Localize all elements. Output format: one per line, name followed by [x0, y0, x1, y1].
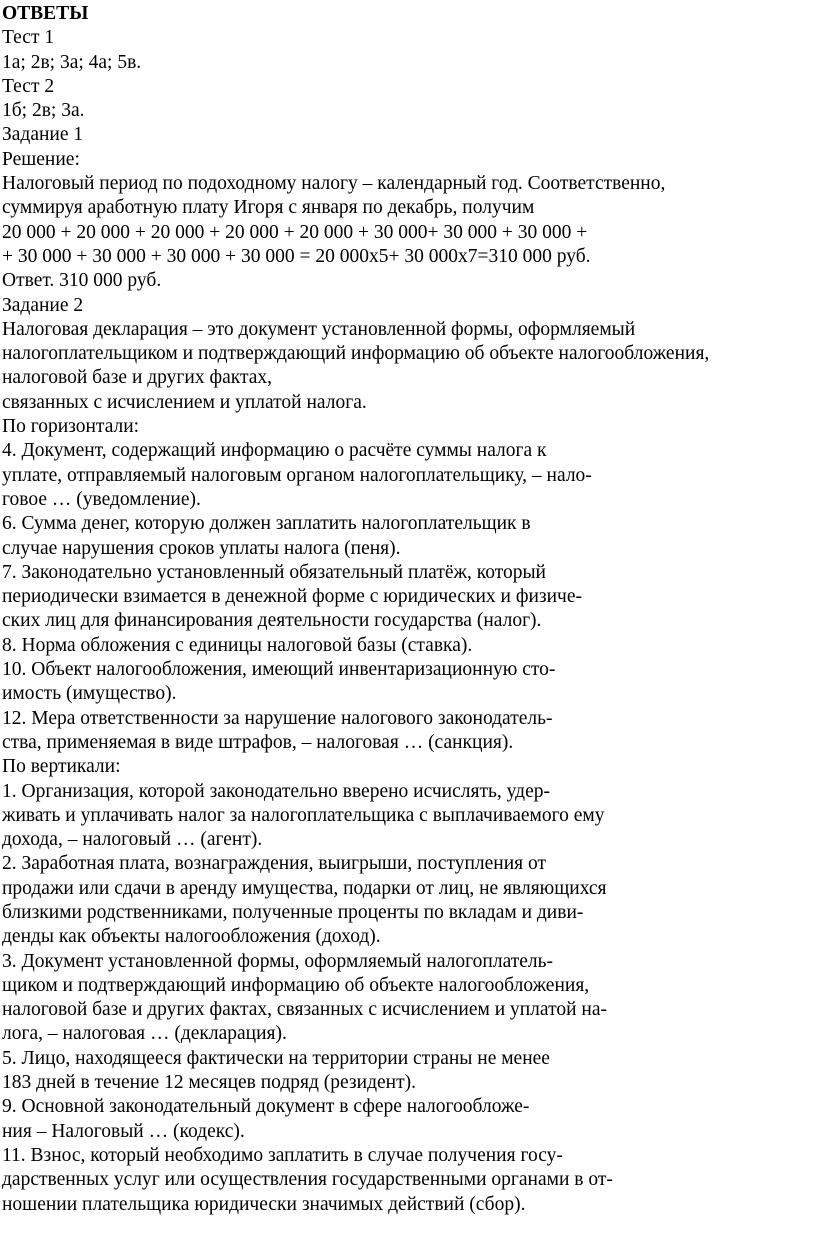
- text-line: Тест 1: [2, 27, 55, 49]
- text-line: связанных с исчислением и уплатой налога.: [2, 391, 367, 413]
- text-line: Налоговая декларация – это документ установленной формы, оформляемый: [2, 318, 636, 340]
- text-line: уплате, отправляемый налоговым органом налогоплательщику, – нало-: [2, 464, 592, 486]
- document-body: [2, 26, 816, 1217]
- text-line: налоговой базе и других фактах, связанных с исчислением и уплатой на-: [2, 999, 607, 1021]
- text-line: говое … (уведомление).: [2, 488, 201, 510]
- text-line: ношении плательщика юридически значимых действий (сбор).: [2, 1193, 526, 1215]
- text-line: Ответ. 310 000 руб.: [2, 270, 162, 292]
- text-line: 3. Документ установленной формы, оформляемый налогоплатель-: [2, 950, 554, 972]
- text-line: 10. Объект налогообложения, имеющий инвентаризационную сто-: [2, 659, 556, 681]
- text-line: 5. Лицо, находящееся фактически на территории страны не менее: [2, 1047, 550, 1069]
- text-line: 183 дней в течение 12 месяцев подряд (резидент).: [2, 1072, 416, 1094]
- text-line: 4. Документ, содержащий информацию о расчёте суммы налога к: [2, 440, 547, 462]
- text-line: + 30 000 + 30 000 + 30 000 + 30 000 = 20 000х5+ 30 000х7=310 000 руб.: [2, 245, 591, 267]
- text-line: Задание 1: [2, 124, 84, 146]
- text-line: По вертикали:: [2, 756, 121, 778]
- text-line: По горизонтали:: [2, 416, 140, 438]
- text-line: денды как объекты налогообложения (доход).: [2, 926, 381, 948]
- text-line: имость (имущество).: [2, 683, 177, 705]
- text-line: периодически взимается в денежной форме с юридических и физиче-: [2, 586, 583, 608]
- text-line: ских лиц для финансирования деятельности государства (налог).: [2, 610, 542, 632]
- text-line: 1а; 2в; 3а; 4а; 5в.: [2, 51, 142, 73]
- text-line: 7. Законодательно установленный обязательный платёж, который: [2, 561, 546, 583]
- text-line: налогоплательщиком и подтверждающий информацию об объекте налогообложения,: [2, 343, 710, 365]
- text-line: 1б; 2в; 3а.: [2, 100, 85, 122]
- text-line: случае нарушения сроков уплаты налога (пеня).: [2, 537, 401, 559]
- text-line: 1. Организация, которой законодательно вверено исчислять, удер-: [2, 780, 550, 802]
- text-line: Решение:: [2, 148, 80, 170]
- text-line: живать и уплачивать налог за налогоплательщика с выплачиваемого ему: [2, 804, 605, 826]
- text-line: 12. Мера ответственности за нарушение налогового законодатель-: [2, 707, 553, 729]
- text-line: близкими родственниками, полученные проценты по вкладам и диви-: [2, 901, 584, 923]
- text-line: ния – Налоговый … (кодекс).: [2, 1120, 245, 1142]
- text-line: лога, – налоговая … (декларация).: [2, 1023, 287, 1045]
- text-line: суммируя аработную плату Игоря с января по декабрь, получим: [2, 197, 535, 219]
- text-line: ства, применяемая в виде штрафов, – налоговая … (санкция).: [2, 731, 514, 753]
- text-line: 6. Сумма денег, которую должен заплатить налогоплательщик в: [2, 513, 531, 535]
- text-line: 20 000 + 20 000 + 20 000 + 20 000 + 20 000 + 30 000+ 30 000 + 30 000 +: [2, 221, 588, 243]
- text-line: дарственных услуг или осуществления государственными органами в от-: [2, 1169, 613, 1191]
- text-line: 11. Взнос, который необходимо заплатить в случае получения госу-: [2, 1144, 563, 1166]
- text-line: Налоговый период по подоходному налогу – календарный год. Соответственно,: [2, 173, 666, 195]
- text-line: дохода, – налоговый … (агент).: [2, 829, 263, 851]
- text-line: 2. Заработная плата, вознаграждения, выигрыши, поступления от: [2, 853, 547, 875]
- text-line: Тест 2: [2, 75, 55, 97]
- text-line: продажи или сдачи в аренду имущества, подарки от лиц, не являющихся: [2, 877, 607, 899]
- text-line: Задание 2: [2, 294, 84, 316]
- text-line: 8. Норма обложения с единицы налоговой базы (ставка).: [2, 634, 473, 656]
- text-line: щиком и подтверждающий информацию об объекте налогообложения,: [2, 974, 590, 996]
- text-line: 9. Основной законодательный документ в сфере налогообложе-: [2, 1096, 530, 1118]
- text-line: налоговой базе и других фактах,: [2, 367, 273, 389]
- document-title: ОТВЕТЫ: [2, 3, 89, 24]
